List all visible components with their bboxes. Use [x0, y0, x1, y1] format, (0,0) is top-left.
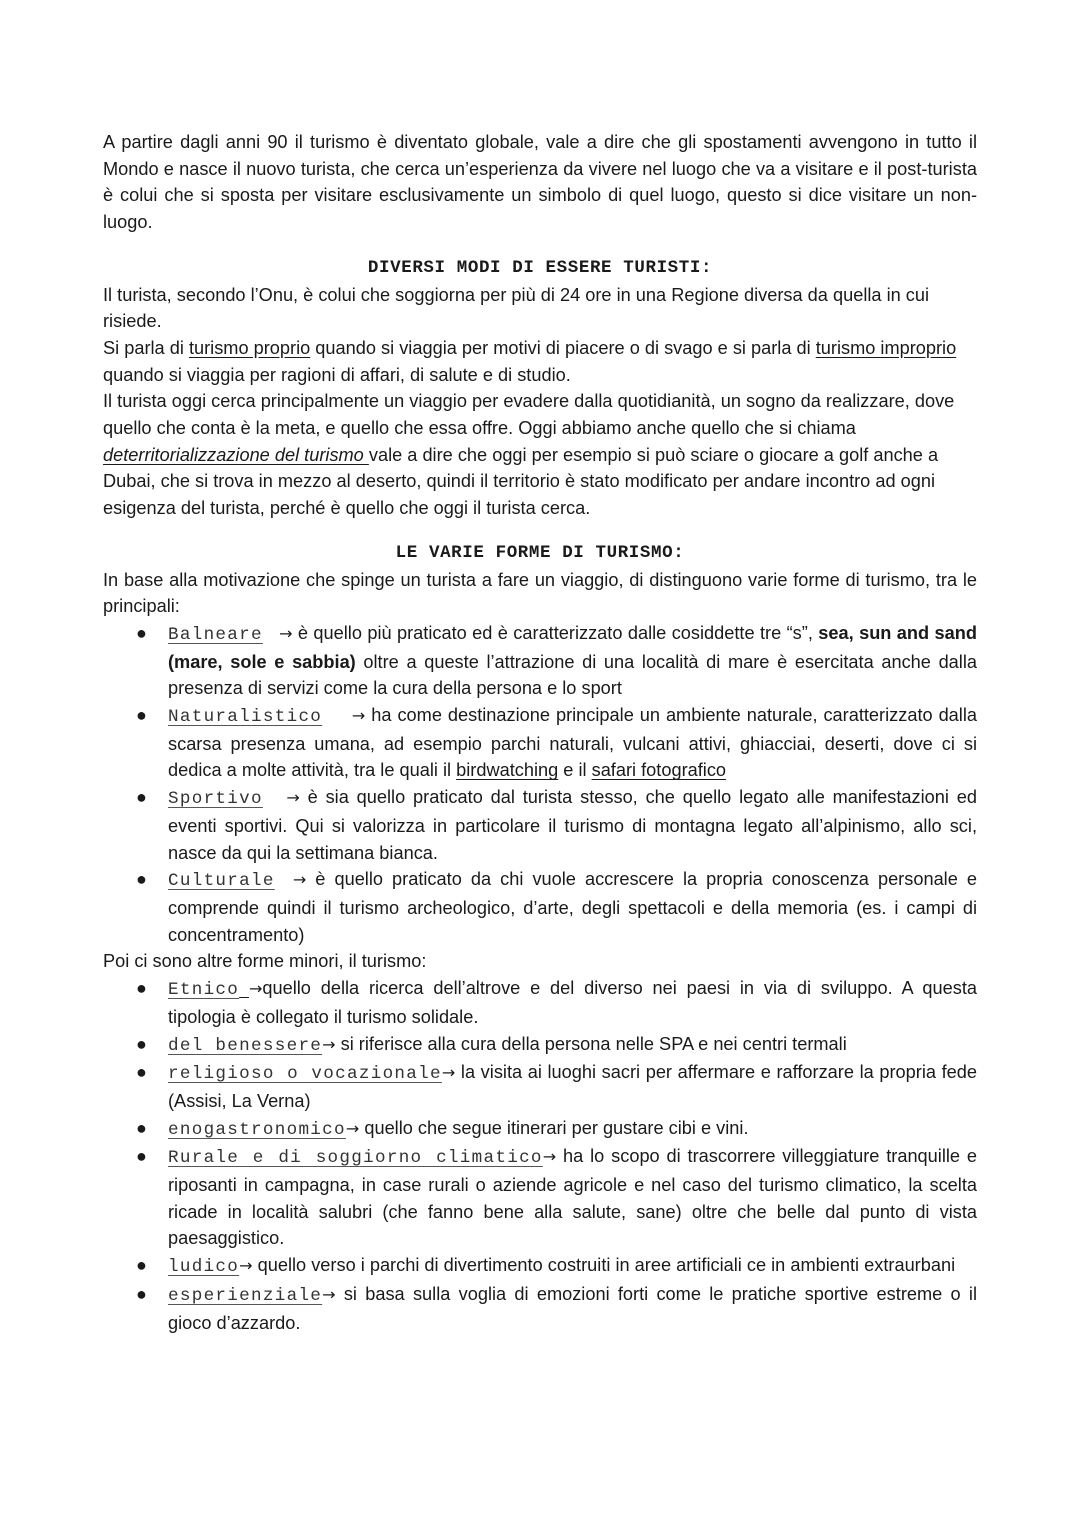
arrow-right-icon: → [345, 1118, 360, 1138]
minor-forms-list [103, 975, 977, 1336]
text-run: è quello più praticato ed è caratterizzato dalle cosiddette tre “s”, [292, 622, 819, 643]
bullet-icon: ● [136, 622, 147, 643]
term-sportivo: Sportivo [168, 789, 263, 810]
list-item-etnico [103, 975, 977, 1030]
intro-paragraph: A partire dagli anni 90 il turismo è diventato globale, vale a dire che gli spostamenti avvengono in tutto il Mondo e nasce il nuovo turista, che cerca un’esperienza da vivere nel luogo che va a visitare e il post-turista è colui che si sposta per visitare esclusivamente un simbolo di quel luogo, questo si dice visitare un non-luogo. [103, 132, 977, 233]
turismo-proprio-paragraph [103, 335, 977, 388]
minor-forms-intro: Poi ci sono altre forme minori, il turismo: [103, 951, 427, 972]
text-run: la visita ai luoghi sacri per affermare e rafforzare la propria fede (Assisi, La Verna) [168, 1062, 977, 1111]
spacer [103, 236, 977, 255]
term-balneare: Balneare [168, 624, 263, 645]
arrow-right-icon: → [351, 706, 366, 726]
text-run: è sia quello praticato dal turista stesso, che quello legato alle manifestazioni ed eventi sportivi. Qui si valorizza in particolare il turismo di montagna legato all’alpinismo, allo sci, nasce da qui la settimana bianca. [168, 787, 977, 863]
text-run: e il [558, 760, 592, 781]
term-deterritorializzazione: deterritorializzazione del turismo [103, 444, 369, 465]
main-forms-list [103, 620, 977, 948]
term-naturalistico: Naturalistico [168, 707, 323, 728]
term-birdwatching: birdwatching [456, 760, 559, 781]
text-run: è quello praticato da chi vuole accrescere la propria conoscenza personale e comprende quindi il turismo archeologico, d’arte, degli spettacoli e della memoria (es. i campi di concentramento) [168, 869, 977, 945]
bullet-icon: ● [136, 1283, 147, 1304]
section-title-varie-forme: LE VARIE FORME DI TURISMO: [395, 542, 685, 563]
list-item-benessere [103, 1031, 977, 1060]
three-s-bold: sea, sun and sand (mare, sole e sabbia) [168, 622, 977, 672]
text-run: quello che segue itinerari per gustare cibi e vini. [359, 1117, 749, 1138]
arrow-right-icon: → [322, 1034, 336, 1054]
term-esperienziale: esperienziale [168, 1285, 323, 1306]
term-etnico: Etnico [168, 980, 240, 1001]
list-item-ludico [103, 1252, 977, 1281]
onu-definition-paragraph: Il turista, secondo l’Onu, è colui che soggiorna per più di 24 ore in una Regione diversa da quella in cui risiede. [103, 284, 930, 332]
text-run: è collegato il turismo solidale. [235, 1006, 479, 1027]
text-run: oltre a queste l’attrazione di una località di mare è esercitata anche dalla presenza di servizi come la cura della persona e lo sport [168, 651, 977, 699]
text-run: quando si viaggia per motivi di piacere o di svago e si parla di [310, 337, 816, 358]
arrow-right-icon: → [248, 979, 263, 999]
list-item-enogastronomico [103, 1115, 977, 1144]
list-item-balneare [103, 620, 977, 702]
deterritorializzazione-paragraph [103, 388, 977, 522]
term-enogastronomico: enogastronomico [168, 1119, 346, 1140]
arrow-right-icon: → [292, 870, 307, 890]
term-ludico: ludico [168, 1257, 240, 1278]
arrow-right-icon: → [239, 1256, 253, 1276]
term-culturale: Culturale [168, 871, 275, 892]
term-turismo-improprio: turismo improprio [815, 337, 957, 358]
text-run: Si parla di [103, 337, 189, 358]
arrow-right-icon: → [279, 623, 293, 643]
bullet-icon: ● [136, 869, 147, 890]
text-run: ha come destinazione principale un ambiente naturale, caratterizzato dalla scarsa presenza umana, ad esempio parchi naturali, vulcani attivi, ghiacciai, deserti, dove ci si dedica a molte attività, tra le quali il [168, 705, 977, 781]
bullet-icon: ● [136, 1033, 147, 1054]
text-run: quello della ricerca dell’altrove e del diverso nei paesi in via di sviluppo. A questa tipologia [168, 978, 977, 1027]
text-run: vale a dire che oggi per esempio si può sciare o giocare a golf anche a Dubai, che si trova in mezzo al deserto, quindi il territorio è stato modificato per andare incontro ad ogni esigenza del turista, perché è quello che oggi il turista cerca. [103, 444, 939, 519]
bullet-icon: ● [136, 705, 147, 726]
term-religioso-vocazionale: religioso o vocazionale [168, 1064, 442, 1085]
term-del-benessere: del benessere [168, 1035, 323, 1056]
list-item-sportivo [103, 784, 977, 866]
arrow-right-icon: → [322, 1284, 336, 1304]
list-item-rurale [103, 1143, 977, 1252]
bullet-icon: ● [136, 1146, 147, 1167]
text-run: Il turista oggi cerca principalmente un viaggio per evadere dalla quotidianità, un sogno da realizzare, dove quello che conta è la meta, e quello che essa offre. Oggi abbiamo anche quello che si chiama [103, 391, 955, 439]
text-run: quando si viaggia per ragioni di affari, di salute e di studio. [103, 364, 571, 385]
bullet-icon: ● [136, 787, 147, 808]
forme-intro-paragraph: In base alla motivazione che spinge un turista a fare un viaggio, di distinguono varie forme di turismo, tra le principali: [103, 569, 977, 617]
spacer [103, 522, 977, 540]
bullet-icon: ● [136, 978, 147, 999]
bullet-icon: ● [136, 1062, 147, 1083]
list-item-culturale [103, 866, 977, 948]
term-safari-fotografico: safari fotografico [591, 760, 727, 781]
arrow-right-icon: → [441, 1063, 456, 1083]
text-run: si basa sulla voglia di emozioni forti come le pratiche sportive estreme o il gioco d’azzardo. [168, 1283, 977, 1333]
term-turismo-proprio: turismo proprio [188, 337, 311, 358]
section-title-diversi-modi: DIVERSI MODI DI ESSERE TURISTI: [367, 257, 713, 278]
term-rurale-climatico: Rurale e di soggiorno climatico [168, 1148, 543, 1169]
text-run: quello verso i parchi di divertimento costruiti in aree artificiali ce in ambienti extraurbani [252, 1255, 956, 1276]
bullet-icon: ● [136, 1255, 147, 1276]
list-item-esperienziale [103, 1281, 977, 1336]
text-run: ha lo scopo di trascorrere villeggiature tranquille e riposanti in campagna, in case rurali o aziende agricole e nel caso del turismo climatico, la scelta ricade in località salubri (che fanno bene alla salute, sane) oltre che belle dal punto di vista paesaggistico. [168, 1146, 977, 1249]
list-item-naturalistico [103, 702, 977, 784]
document-page [103, 129, 977, 1336]
text-run: si riferisce alla cura della persona nelle SPA e nei centri termali [335, 1033, 847, 1054]
text-run [239, 978, 249, 998]
list-item-religioso [103, 1059, 977, 1114]
bullet-icon: ● [136, 1117, 147, 1138]
arrow-right-icon: → [542, 1147, 557, 1167]
arrow-right-icon: → [286, 788, 300, 808]
